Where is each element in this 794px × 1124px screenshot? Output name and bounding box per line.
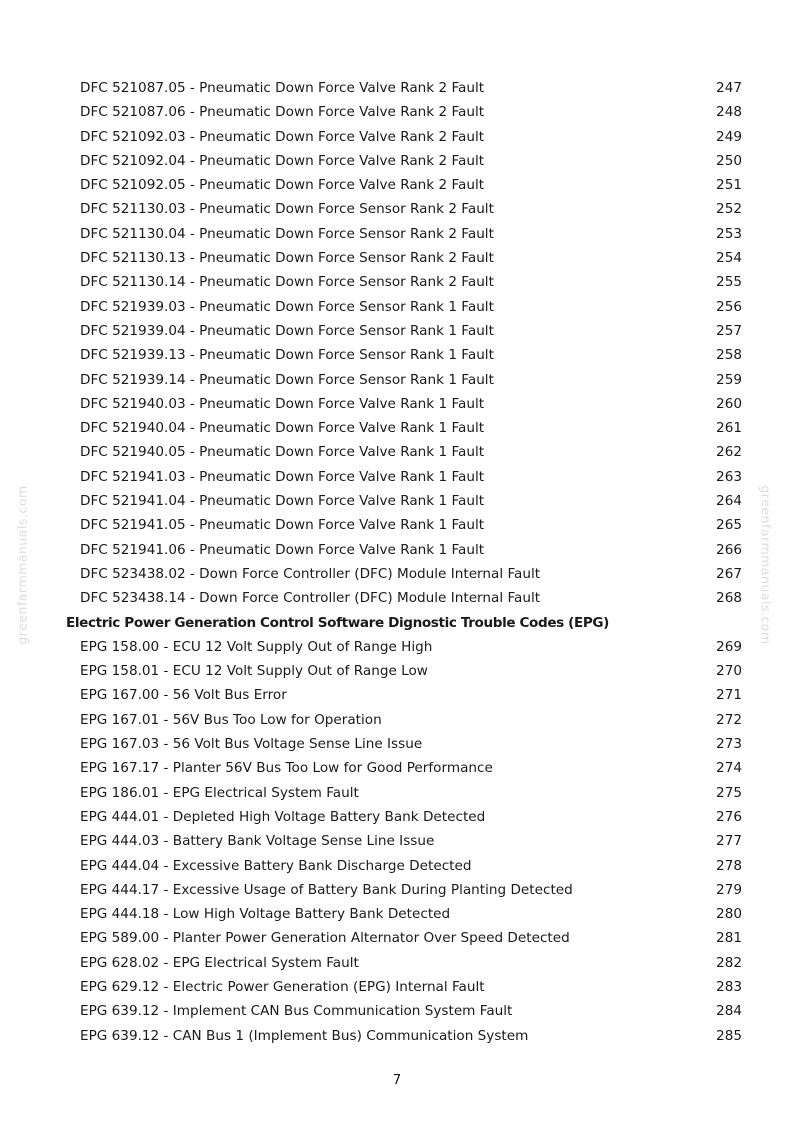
toc-entry-title: EPG 589.00 - Planter Power Generation Alternator Over Speed Detected [80, 930, 570, 947]
toc-entry-title: DFC 521130.03 - Pneumatic Down Force Sensor Rank 2 Fault [80, 201, 494, 218]
toc-entry[interactable] [66, 781, 746, 805]
toc-entry-title: EPG 629.12 - Electric Power Generation (EPG) Internal Fault [80, 978, 485, 995]
toc-entry-title: DFC 521092.05 - Pneumatic Down Force Valve Rank 2 Fault [80, 177, 485, 194]
toc-entry[interactable] [66, 829, 746, 853]
toc-entry-page: 284 [716, 1003, 742, 1020]
toc-entry[interactable] [66, 951, 746, 975]
toc-entry[interactable] [66, 246, 746, 270]
toc-entry-page: 278 [716, 857, 742, 874]
toc-entry-title: EPG 444.17 - Excessive Usage of Battery Bank During Planting Detected [80, 881, 573, 898]
toc-entry-page: 285 [716, 1027, 742, 1044]
toc-entry-page: 248 [716, 104, 742, 121]
toc-entry-title: DFC 521941.06 - Pneumatic Down Force Valve Rank 1 Fault [80, 541, 485, 558]
toc-entry-page: 271 [716, 687, 742, 704]
toc-entry-page: 257 [716, 322, 742, 339]
toc-entry[interactable] [66, 343, 746, 367]
toc-entry-title: EPG 444.18 - Low High Voltage Battery Bank Detected [80, 906, 451, 923]
toc-entry-title: DFC 523438.14 - Down Force Controller (DFC) Module Internal Fault [80, 590, 541, 607]
toc-entry[interactable] [66, 562, 746, 586]
toc-entry-title: DFC 521087.06 - Pneumatic Down Force Valve Rank 2 Fault [80, 104, 485, 121]
watermark-left: greenfarmmanuals.com [14, 485, 30, 645]
toc-entry[interactable] [66, 270, 746, 294]
toc-entry[interactable] [66, 926, 746, 950]
toc-entry[interactable] [66, 319, 746, 343]
toc-entry[interactable] [66, 197, 746, 221]
toc-entry-page: 282 [716, 954, 742, 971]
toc-entry[interactable] [66, 76, 746, 100]
toc-entry-title: DFC 521939.13 - Pneumatic Down Force Sensor Rank 1 Fault [80, 347, 494, 364]
toc-entry[interactable] [66, 149, 746, 173]
toc-entry-title: DFC 521941.05 - Pneumatic Down Force Valve Rank 1 Fault [80, 517, 485, 534]
toc-entry-page: 265 [716, 517, 742, 534]
toc-entry[interactable] [66, 173, 746, 197]
toc-entry-page: 281 [716, 930, 742, 947]
toc-entry[interactable] [66, 999, 746, 1023]
toc-entry-page: 268 [716, 590, 742, 607]
toc-entry-title: EPG 639.12 - CAN Bus 1 (Implement Bus) Communication System [80, 1027, 529, 1044]
toc-entry-page: 272 [716, 711, 742, 728]
toc-entry-title: EPG 628.02 - EPG Electrical System Fault [80, 954, 359, 971]
toc-entry[interactable] [66, 975, 746, 999]
toc-entry-title: DFC 521130.14 - Pneumatic Down Force Sensor Rank 2 Fault [80, 274, 494, 291]
toc-entry-title: DFC 521940.03 - Pneumatic Down Force Valve Rank 1 Fault [80, 395, 485, 412]
toc-entry-page: 259 [716, 371, 742, 388]
toc-entry[interactable] [66, 586, 746, 610]
toc-entry-title: DFC 521941.03 - Pneumatic Down Force Valve Rank 1 Fault [80, 468, 485, 485]
toc-entry-page: 253 [716, 225, 742, 242]
toc-entry[interactable] [66, 440, 746, 464]
toc-entry-page: 254 [716, 250, 742, 267]
toc-entry[interactable] [66, 854, 746, 878]
toc-entry-page: 273 [716, 736, 742, 753]
toc-entry-page: 275 [716, 784, 742, 801]
toc-entry-page: 283 [716, 978, 742, 995]
toc-entry-page: 264 [716, 493, 742, 510]
toc-entry-title: DFC 521939.03 - Pneumatic Down Force Sensor Rank 1 Fault [80, 298, 494, 315]
toc-entry-title: EPG 444.01 - Depleted High Voltage Battery Bank Detected [80, 808, 486, 825]
toc-entry-page: 256 [716, 298, 742, 315]
toc-entry-title: DFC 521130.04 - Pneumatic Down Force Sensor Rank 2 Fault [80, 225, 494, 242]
toc-entry[interactable] [66, 513, 746, 537]
toc-entry-title: EPG 167.03 - 56 Volt Bus Voltage Sense Line Issue [80, 736, 423, 753]
toc-entry-page: 267 [716, 565, 742, 582]
toc-entry-page: 261 [716, 420, 742, 437]
toc-entry-page: 258 [716, 347, 742, 364]
toc-entry-title: EPG 158.00 - ECU 12 Volt Supply Out of Range High [80, 638, 433, 655]
toc-entry[interactable] [66, 368, 746, 392]
toc-entry-title: EPG 158.01 - ECU 12 Volt Supply Out of Range Low [80, 663, 428, 680]
toc-entry[interactable] [66, 635, 746, 659]
toc-entry[interactable] [66, 732, 746, 756]
toc-entry-title: DFC 521087.05 - Pneumatic Down Force Valve Rank 2 Fault [80, 80, 485, 96]
toc-entry[interactable] [66, 805, 746, 829]
toc-entry-page: 249 [716, 128, 742, 145]
toc-entry-title: EPG 167.01 - 56V Bus Too Low for Operation [80, 711, 382, 728]
table-of-contents [66, 76, 746, 1048]
toc-entry-title: DFC 521092.04 - Pneumatic Down Force Valve Rank 2 Fault [80, 152, 485, 169]
toc-entry-title: Electric Power Generation Control Software Dignostic Trouble Codes (EPG) [66, 614, 610, 631]
toc-entry-title: EPG 186.01 - EPG Electrical System Fault [80, 784, 359, 801]
toc-entry[interactable] [66, 1024, 746, 1048]
toc-entry-page: 266 [716, 541, 742, 558]
toc-entry-title: DFC 521940.04 - Pneumatic Down Force Valve Rank 1 Fault [80, 420, 485, 437]
toc-entry[interactable] [66, 392, 746, 416]
toc-entry-title: EPG 639.12 - Implement CAN Bus Communication System Fault [80, 1003, 513, 1020]
toc-entry-page: 280 [716, 906, 742, 923]
page-number: 7 [392, 1072, 402, 1088]
toc-entry[interactable] [66, 708, 746, 732]
toc-entry-title: DFC 521940.05 - Pneumatic Down Force Valve Rank 1 Fault [80, 444, 485, 461]
toc-entry[interactable] [66, 683, 746, 707]
toc-entry-title: EPG 167.00 - 56 Volt Bus Error [80, 687, 287, 704]
toc-entry[interactable] [66, 538, 746, 562]
toc-entry-title: DFC 521130.13 - Pneumatic Down Force Sensor Rank 2 Fault [80, 250, 494, 267]
toc-entry-title: DFC 523438.02 - Down Force Controller (DFC) Module Internal Fault [80, 565, 541, 582]
toc-entry-page: 250 [716, 152, 742, 169]
watermark-right: greenfarmmanuals.com [758, 485, 774, 645]
toc-entry-page: 276 [716, 808, 742, 825]
toc-entry-page: 277 [716, 833, 742, 850]
toc-entry[interactable] [66, 878, 746, 902]
toc-entry[interactable] [66, 489, 746, 513]
toc-entry-page: 255 [716, 274, 742, 291]
toc-entry-title: EPG 167.17 - Planter 56V Bus Too Low for Good Performance [80, 760, 493, 777]
toc-entry-page: 251 [716, 177, 742, 194]
toc-entry-page: 263 [716, 468, 742, 485]
toc-entry[interactable] [66, 902, 746, 926]
toc-entry[interactable] [66, 465, 746, 489]
toc-entry[interactable] [66, 659, 746, 683]
toc-entry-title: EPG 444.03 - Battery Bank Voltage Sense Line Issue [80, 833, 435, 850]
toc-entry[interactable] [66, 125, 746, 149]
toc-entry-page: 274 [716, 760, 742, 777]
toc-entry[interactable] [66, 416, 746, 440]
toc-entry[interactable] [66, 756, 746, 780]
toc-entry-page: 260 [716, 395, 742, 412]
toc-entry-title: DFC 521939.04 - Pneumatic Down Force Sensor Rank 1 Fault [80, 322, 494, 339]
toc-entry-page: 252 [716, 201, 742, 218]
toc-entry-page: 279 [716, 881, 742, 898]
toc-entry-page: 262 [716, 444, 742, 461]
toc-entry-title: DFC 521941.04 - Pneumatic Down Force Valve Rank 1 Fault [80, 493, 485, 510]
toc-entry-page: 247 [716, 80, 742, 96]
toc-entry-page: 270 [716, 663, 742, 680]
toc-entry[interactable] [66, 100, 746, 124]
toc-entry-page: 269 [716, 638, 742, 655]
toc-entry-title: DFC 521939.14 - Pneumatic Down Force Sensor Rank 1 Fault [80, 371, 494, 388]
toc-entry-title: EPG 444.04 - Excessive Battery Bank Discharge Detected [80, 857, 472, 874]
toc-section-heading[interactable] [66, 611, 746, 635]
toc-entry[interactable] [66, 222, 746, 246]
toc-entry-title: DFC 521092.03 - Pneumatic Down Force Valve Rank 2 Fault [80, 128, 485, 145]
toc-entry[interactable] [66, 295, 746, 319]
